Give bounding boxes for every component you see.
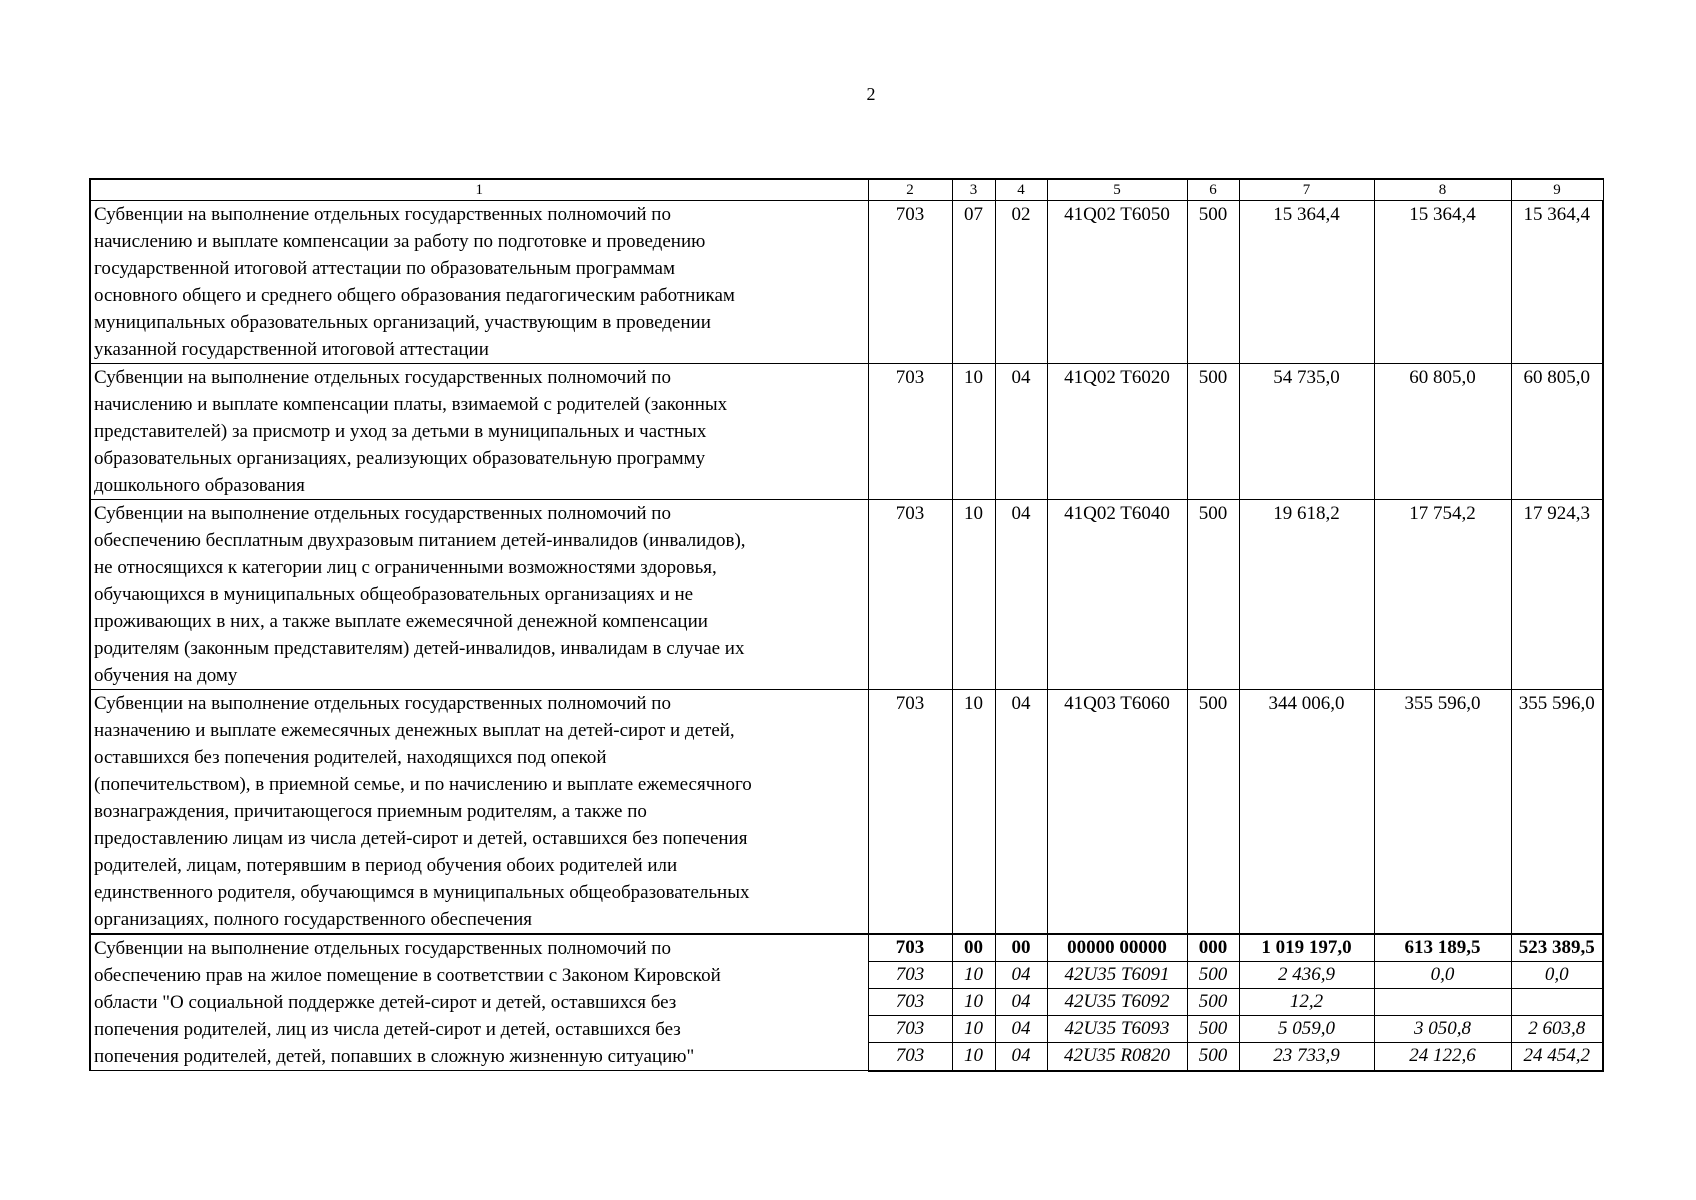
sub-col7: 5 059,0 bbox=[1239, 1016, 1374, 1043]
sub-col6: 500 bbox=[1187, 1043, 1239, 1071]
cell-col7: 54 735,0 bbox=[1239, 364, 1374, 500]
sub-col7: 12,2 bbox=[1239, 989, 1374, 1016]
sub-col8: 0,0 bbox=[1374, 962, 1511, 989]
cell-col9: 60 805,0 bbox=[1511, 364, 1603, 500]
header-cell: 6 bbox=[1187, 179, 1239, 201]
cell-col3: 07 bbox=[952, 201, 995, 364]
cell-col6: 500 bbox=[1187, 690, 1239, 935]
cell-col6: 500 bbox=[1187, 201, 1239, 364]
sub-col6: 500 bbox=[1187, 989, 1239, 1016]
header-cell: 2 bbox=[868, 179, 952, 201]
sub-col4: 04 bbox=[995, 962, 1047, 989]
sub-col3: 10 bbox=[952, 989, 995, 1016]
sub-col4: 04 bbox=[995, 989, 1047, 1016]
cell-col8: 60 805,0 bbox=[1374, 364, 1511, 500]
sub-col3: 10 bbox=[952, 1016, 995, 1043]
cell-col8: 355 596,0 bbox=[1374, 690, 1511, 935]
cell-col4: 02 bbox=[995, 201, 1047, 364]
total-col9: 523 389,5 bbox=[1511, 934, 1603, 962]
sub-col5: 42U35 R0820 bbox=[1047, 1043, 1187, 1071]
header-cell: 5 bbox=[1047, 179, 1187, 201]
total-col5: 00000 00000 bbox=[1047, 934, 1187, 962]
table-row bbox=[90, 500, 1603, 690]
cell-col9: 15 364,4 bbox=[1511, 201, 1603, 364]
cell-col7: 15 364,4 bbox=[1239, 201, 1374, 364]
cell-col3: 10 bbox=[952, 364, 995, 500]
row-description: Субвенции на выполнение отдельных государственных полномочий по обеспечению бесплатным двухразовым питанием детей-инвалидов (инвалидов), не относящихся к категории лиц с ограниченными возможностями здоровья, обучающихся в муниципальных общеобразовательных организациях и не проживающих в них, а также выплате ежемесячной денежной компенсации родителям (законным представителям) детей-инвалидов, инвалидам в случае их обучения на дому bbox=[90, 500, 868, 690]
cell-col2: 703 bbox=[868, 364, 952, 500]
cell-col6: 500 bbox=[1187, 364, 1239, 500]
table-row bbox=[90, 364, 1603, 500]
group-description: Субвенции на выполнение отдельных государственных полномочий по обеспечению прав на жилое помещение в соответствии с Законом Кировской области "О социальной поддержке детей-сирот и детей, оставшихся без попечения родителей, лиц из числа детей-сирот и детей, оставшихся без попечения родителей, детей, попавших в сложную жизненную ситуацию" bbox=[90, 934, 868, 1071]
row-description: Субвенции на выполнение отдельных государственных полномочий по начислению и выплате компенсации за работу по подготовке и проведению государственной итоговой аттестации по образовательным программам основного общего и среднего общего образования педагогическим работникам муниципальных образовательных организаций, участвующим в проведении указанной государственной итоговой аттестации bbox=[90, 201, 868, 364]
sub-col9: 24 454,2 bbox=[1511, 1043, 1603, 1071]
total-col7: 1 019 197,0 bbox=[1239, 934, 1374, 962]
sub-col4: 04 bbox=[995, 1016, 1047, 1043]
row-description: Субвенции на выполнение отдельных государственных полномочий по назначению и выплате ежемесячных денежных выплат на детей-сирот и детей, оставшихся без попечения родителей, находящихся под опекой (попечительством), в приемной семье, и по начислению и выплате ежемесячного вознаграждения, причитающегося приемным родителям, а также по предоставлению лицам из числа детей-сирот и детей, оставшихся без попечения родителей, лицам, потерявшим в период обучения обоих родителей или единственного родителя, обучающимся в муниципальных общеобразовательных организациях, полного государственного обеспечения bbox=[90, 690, 868, 935]
cell-col7: 19 618,2 bbox=[1239, 500, 1374, 690]
sub-col6: 500 bbox=[1187, 962, 1239, 989]
sub-col7: 2 436,9 bbox=[1239, 962, 1374, 989]
cell-col8: 17 754,2 bbox=[1374, 500, 1511, 690]
header-cell: 1 bbox=[90, 179, 868, 201]
cell-col3: 10 bbox=[952, 500, 995, 690]
cell-col5: 41Q02 T6050 bbox=[1047, 201, 1187, 364]
header-cell: 7 bbox=[1239, 179, 1374, 201]
sub-col8: 3 050,8 bbox=[1374, 1016, 1511, 1043]
sub-col9: 0,0 bbox=[1511, 962, 1603, 989]
sub-col3: 10 bbox=[952, 1043, 995, 1071]
cell-col3: 10 bbox=[952, 690, 995, 935]
total-col3: 00 bbox=[952, 934, 995, 962]
header-cell: 9 bbox=[1511, 179, 1603, 201]
sub-col7: 23 733,9 bbox=[1239, 1043, 1374, 1071]
cell-col5: 41Q03 T6060 bbox=[1047, 690, 1187, 935]
total-col6: 000 bbox=[1187, 934, 1239, 962]
sub-col5: 42U35 T6092 bbox=[1047, 989, 1187, 1016]
cell-col4: 04 bbox=[995, 500, 1047, 690]
sub-col2: 703 bbox=[868, 989, 952, 1016]
page-number: 2 bbox=[866, 84, 876, 104]
cell-col7: 344 006,0 bbox=[1239, 690, 1374, 935]
cell-col4: 04 bbox=[995, 364, 1047, 500]
sub-col4: 04 bbox=[995, 1043, 1047, 1071]
sub-col6: 500 bbox=[1187, 1016, 1239, 1043]
cell-col6: 500 bbox=[1187, 500, 1239, 690]
cell-col4: 04 bbox=[995, 690, 1047, 935]
cell-col9: 17 924,3 bbox=[1511, 500, 1603, 690]
sub-col2: 703 bbox=[868, 962, 952, 989]
table-row bbox=[90, 201, 1603, 364]
sub-col5: 42U35 T6093 bbox=[1047, 1016, 1187, 1043]
cell-col2: 703 bbox=[868, 500, 952, 690]
cell-col2: 703 bbox=[868, 201, 952, 364]
cell-col9: 355 596,0 bbox=[1511, 690, 1603, 935]
cell-col2: 703 bbox=[868, 690, 952, 935]
header-cell: 3 bbox=[952, 179, 995, 201]
header-row bbox=[90, 179, 1603, 201]
sub-col8: 24 122,6 bbox=[1374, 1043, 1511, 1071]
header-cell: 4 bbox=[995, 179, 1047, 201]
sub-col8 bbox=[1374, 989, 1511, 1016]
total-col8: 613 189,5 bbox=[1374, 934, 1511, 962]
sub-col9: 2 603,8 bbox=[1511, 1016, 1603, 1043]
cell-col5: 41Q02 T6020 bbox=[1047, 364, 1187, 500]
sub-col2: 703 bbox=[868, 1016, 952, 1043]
sub-col2: 703 bbox=[868, 1043, 952, 1071]
group-total-row bbox=[90, 934, 1603, 962]
table-row bbox=[90, 690, 1603, 935]
sub-col9 bbox=[1511, 989, 1603, 1016]
cell-col5: 41Q02 T6040 bbox=[1047, 500, 1187, 690]
row-description: Субвенции на выполнение отдельных государственных полномочий по начислению и выплате компенсации платы, взимаемой с родителей (законных представителей) за присмотр и уход за детьми в муниципальных и частных образовательных организациях, реализующих образовательную программу дошкольного образования bbox=[90, 364, 868, 500]
header-cell: 8 bbox=[1374, 179, 1511, 201]
total-col2: 703 bbox=[868, 934, 952, 962]
budget-table bbox=[89, 178, 1604, 1072]
sub-col5: 42U35 T6091 bbox=[1047, 962, 1187, 989]
sub-col3: 10 bbox=[952, 962, 995, 989]
cell-col8: 15 364,4 bbox=[1374, 201, 1511, 364]
total-col4: 00 bbox=[995, 934, 1047, 962]
